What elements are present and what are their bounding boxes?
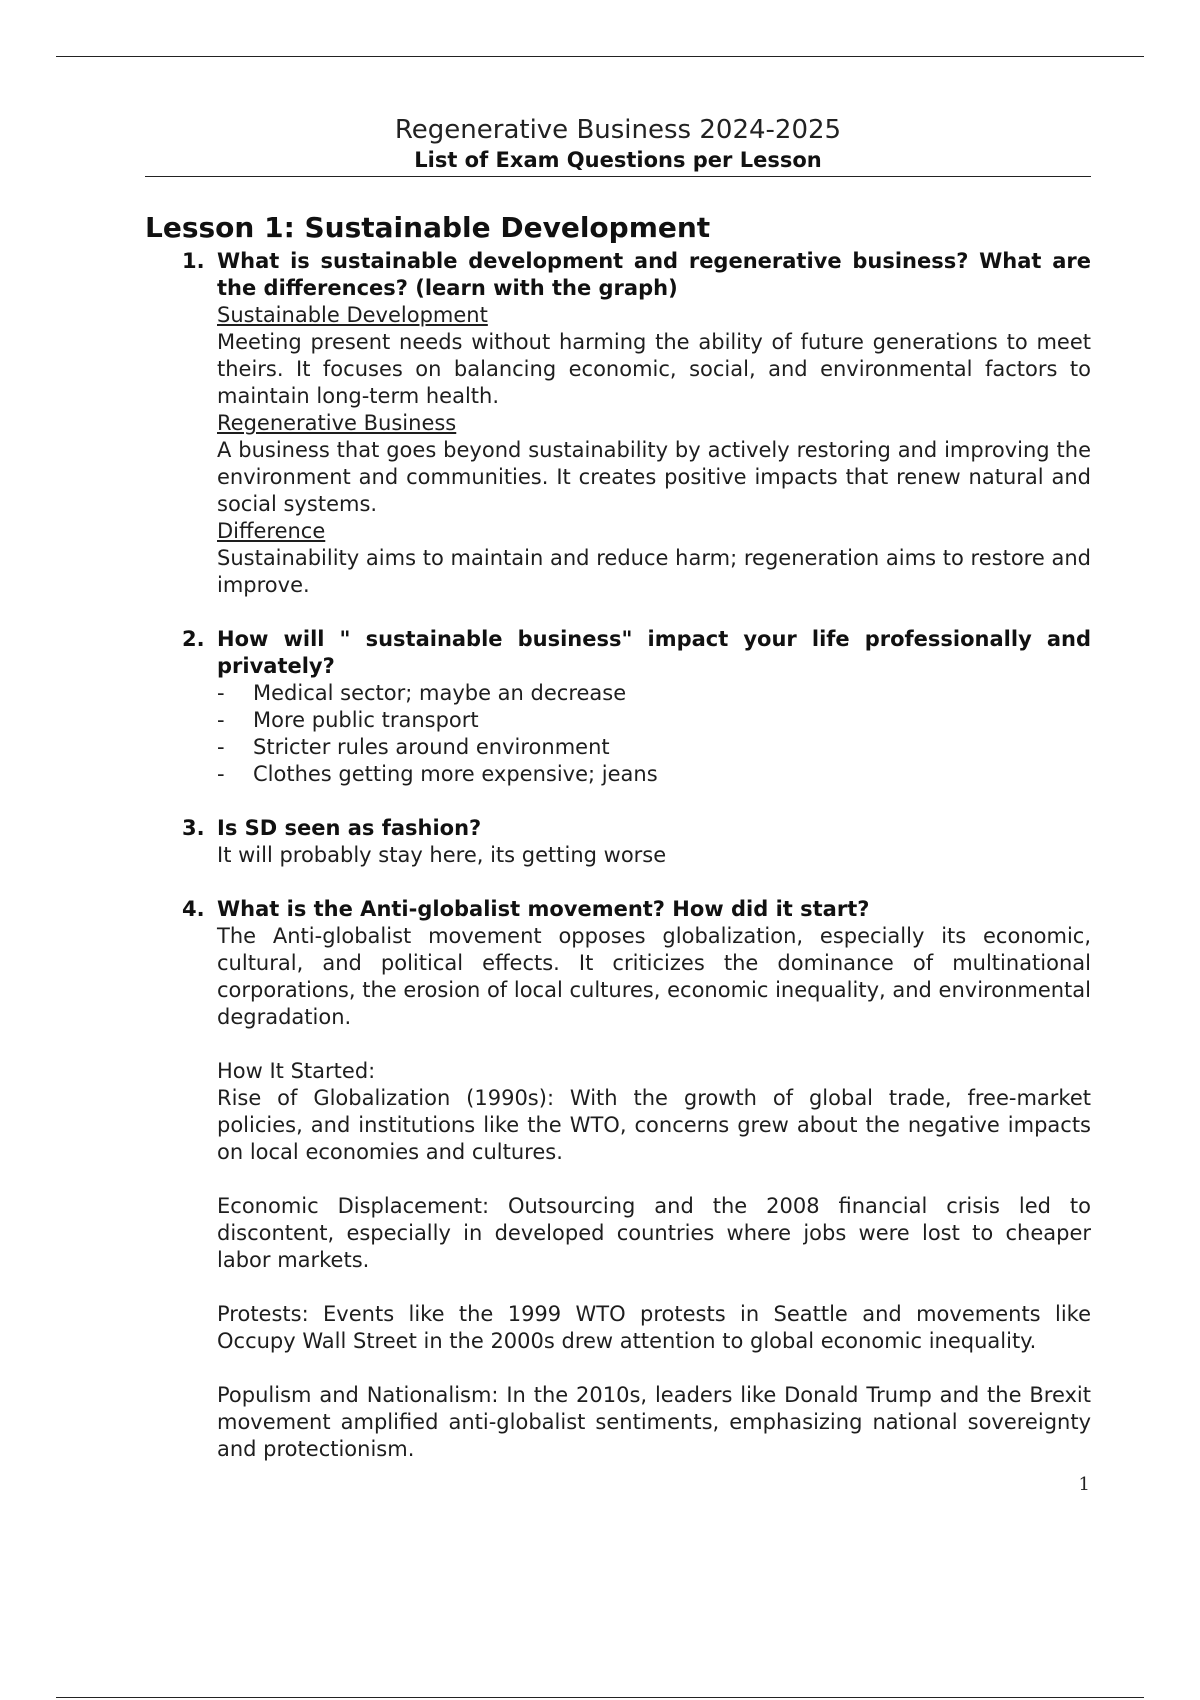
section-body: A business that goes beyond sustainability by actively restoring and improving the environment and communities. It creates positive impacts that renew natural and social systems. <box>217 438 1091 516</box>
document-body <box>145 208 1091 1490</box>
question-text: Is SD seen as fashion? <box>217 816 482 840</box>
answer-text: It will probably stay here, its getting worse <box>217 843 667 867</box>
question-1 <box>145 248 1091 599</box>
answer-paragraph: Rise of Globalization (1990s): With the growth of global trade, free-market policies, and institutions like the WTO, concerns grew about the negative impacts on local economies and cultures. <box>217 1086 1091 1164</box>
page-number: 1 <box>1078 1474 1090 1495</box>
dash-bullet: - <box>217 735 225 759</box>
page-bottom-rule <box>56 1697 1144 1698</box>
dash-bullet: - <box>217 681 225 705</box>
section-body: Meeting present needs without harming the ability of future generations to meet theirs. It focuses on balancing economic, social, and environmental factors to maintain long-term health. <box>217 330 1091 408</box>
list-item-text: Medical sector; maybe an decrease <box>253 681 627 705</box>
list-item <box>217 680 1091 707</box>
section-heading: Regenerative Business <box>217 411 457 435</box>
dash-bullet: - <box>217 762 225 786</box>
dash-bullet: - <box>217 708 225 732</box>
answer-bullet-list <box>217 680 1091 788</box>
list-item-text: Clothes getting more expensive; jeans <box>253 762 658 786</box>
document-subtitle: List of Exam Questions per Lesson <box>414 148 822 172</box>
answer-paragraph: Economic Displacement: Outsourcing and the 2008 financial crisis led to discontent, especially in developed countries where jobs were lost to cheaper labor markets. <box>217 1194 1091 1272</box>
question-text: What is sustainable development and regenerative business? What are the differences? (learn with the graph) <box>217 249 1091 300</box>
list-item <box>217 761 1091 788</box>
section-heading: Sustainable Development <box>217 303 488 327</box>
lesson-title: Lesson 1: Sustainable Development <box>145 211 711 244</box>
question-number: 4. <box>182 897 205 921</box>
question-text: How will " sustainable business" impact your life professionally and privately? <box>217 627 1091 678</box>
question-number: 1. <box>182 249 205 273</box>
section-heading: Difference <box>217 519 326 543</box>
question-4 <box>145 896 1091 1463</box>
answer-paragraph: Protests: Events like the 1999 WTO protests in Seattle and movements like Occupy Wall Street in the 2000s drew attention to global economic inequality. <box>217 1302 1091 1353</box>
page-top-rule <box>56 56 1144 57</box>
list-item <box>217 707 1091 734</box>
list-item-text: More public transport <box>253 708 479 732</box>
question-text: What is the Anti-globalist movement? How did it start? <box>217 897 870 921</box>
document-title: Regenerative Business 2024-2025 <box>394 115 842 145</box>
answer-paragraph: The Anti-globalist movement opposes globalization, especially its economic, cultural, and political effects. It criticizes the dominance of multinational corporations, the erosion of local cultures, economic inequality, and environmental degradation. <box>217 924 1091 1029</box>
list-item <box>217 734 1091 761</box>
section-body: Sustainability aims to maintain and reduce harm; regeneration aims to restore and improve. <box>217 546 1091 597</box>
question-3 <box>145 815 1091 869</box>
answer-subheading: How It Started: <box>217 1059 376 1083</box>
question-number: 2. <box>182 627 205 651</box>
question-list <box>145 248 1091 1463</box>
answer-paragraph: Populism and Nationalism: In the 2010s, leaders like Donald Trump and the Brexit movement amplified anti-globalist sentiments, emphasizing national sovereignty and protectionism. <box>217 1383 1091 1461</box>
question-2 <box>145 626 1091 788</box>
question-number: 3. <box>182 816 205 840</box>
document-header <box>145 114 1091 177</box>
list-item-text: Stricter rules around environment <box>253 735 610 759</box>
